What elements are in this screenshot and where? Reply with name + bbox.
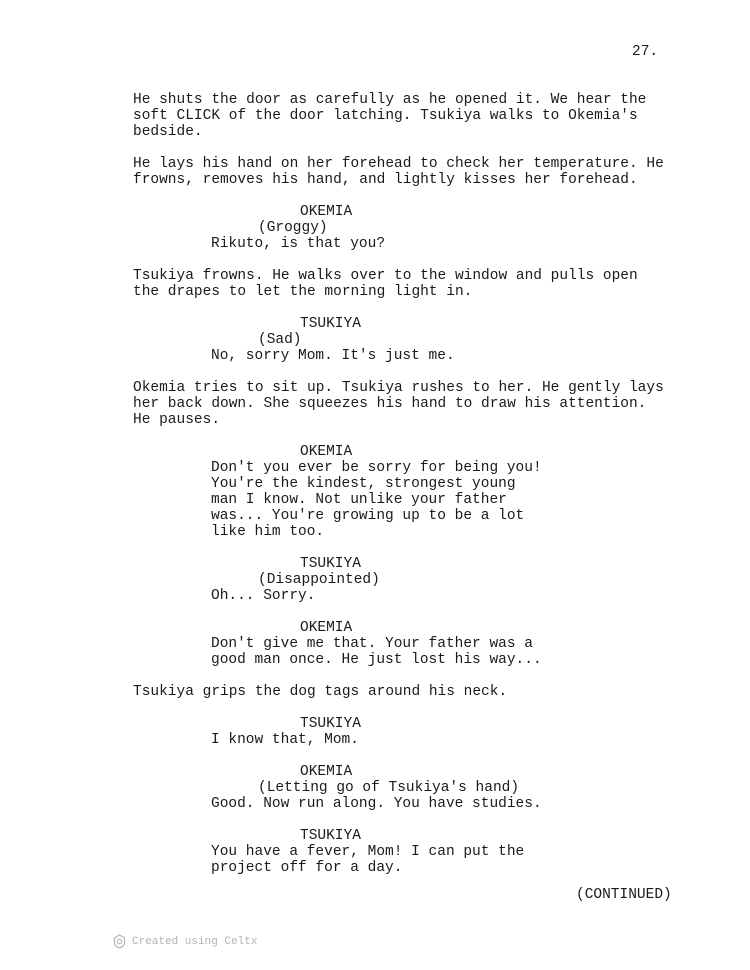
dialogue-block: [0, 444, 750, 540]
parenthetical: (Disappointed): [258, 572, 380, 588]
dialogue-block: [0, 316, 750, 364]
character-name: TSUKIYA: [300, 828, 361, 844]
character-name: OKEMIA: [300, 444, 353, 460]
dialogue-block: [0, 716, 750, 748]
dialogue-block: [0, 620, 750, 668]
dialogue-line: Rikuto, is that you?: [211, 236, 386, 252]
dialogue-line: Don't give me that. Your father was a good man once. He just lost his way...: [211, 636, 542, 668]
action-paragraph: Okemia tries to sit up. Tsukiya rushes to her. He gently lays her back down. She squeezes his hand to draw his attention. He pauses.: [133, 380, 664, 428]
celtx-logo-icon: [113, 934, 126, 949]
dialogue-block: [0, 556, 750, 604]
action-paragraph: He lays his hand on her forehead to check her temperature. He frowns, removes his hand, and lightly kisses her forehead.: [133, 156, 664, 188]
action-paragraph: He shuts the door as carefully as he opened it. We hear the soft CLICK of the door latching. Tsukiya walks to Okemia's bedside.: [133, 92, 647, 140]
screenplay-body: [0, 92, 750, 892]
dialogue-line: Good. Now run along. You have studies.: [211, 796, 542, 812]
dialogue-block: [0, 764, 750, 812]
parenthetical: (Sad): [258, 332, 302, 348]
footer-text: Created using Celtx: [132, 935, 258, 948]
dialogue-block: [0, 828, 750, 876]
dialogue-line: Don't you ever be sorry for being you! You're the kindest, strongest young man I know. Not unlike your father was... You're growing up to be a lot like him too.: [211, 460, 542, 540]
character-name: OKEMIA: [300, 204, 353, 220]
character-name: TSUKIYA: [300, 556, 361, 572]
footer: [113, 934, 257, 949]
dialogue-line: Oh... Sorry.: [211, 588, 316, 604]
character-name: OKEMIA: [300, 620, 353, 636]
dialogue-line: No, sorry Mom. It's just me.: [211, 348, 455, 364]
continued-marker: (CONTINUED): [576, 887, 672, 903]
character-name: TSUKIYA: [300, 716, 361, 732]
character-name: OKEMIA: [300, 764, 353, 780]
parenthetical: (Groggy): [258, 220, 328, 236]
page-number: 27.: [632, 44, 659, 60]
dialogue-line: You have a fever, Mom! I can put the project off for a day.: [211, 844, 525, 876]
character-name: TSUKIYA: [300, 316, 361, 332]
dialogue-line: I know that, Mom.: [211, 732, 359, 748]
parenthetical: (Letting go of Tsukiya's hand): [258, 780, 520, 796]
dialogue-block: [0, 204, 750, 252]
action-paragraph: Tsukiya frowns. He walks over to the window and pulls open the drapes to let the morning light in.: [133, 268, 638, 300]
action-paragraph: Tsukiya grips the dog tags around his neck.: [133, 684, 508, 700]
